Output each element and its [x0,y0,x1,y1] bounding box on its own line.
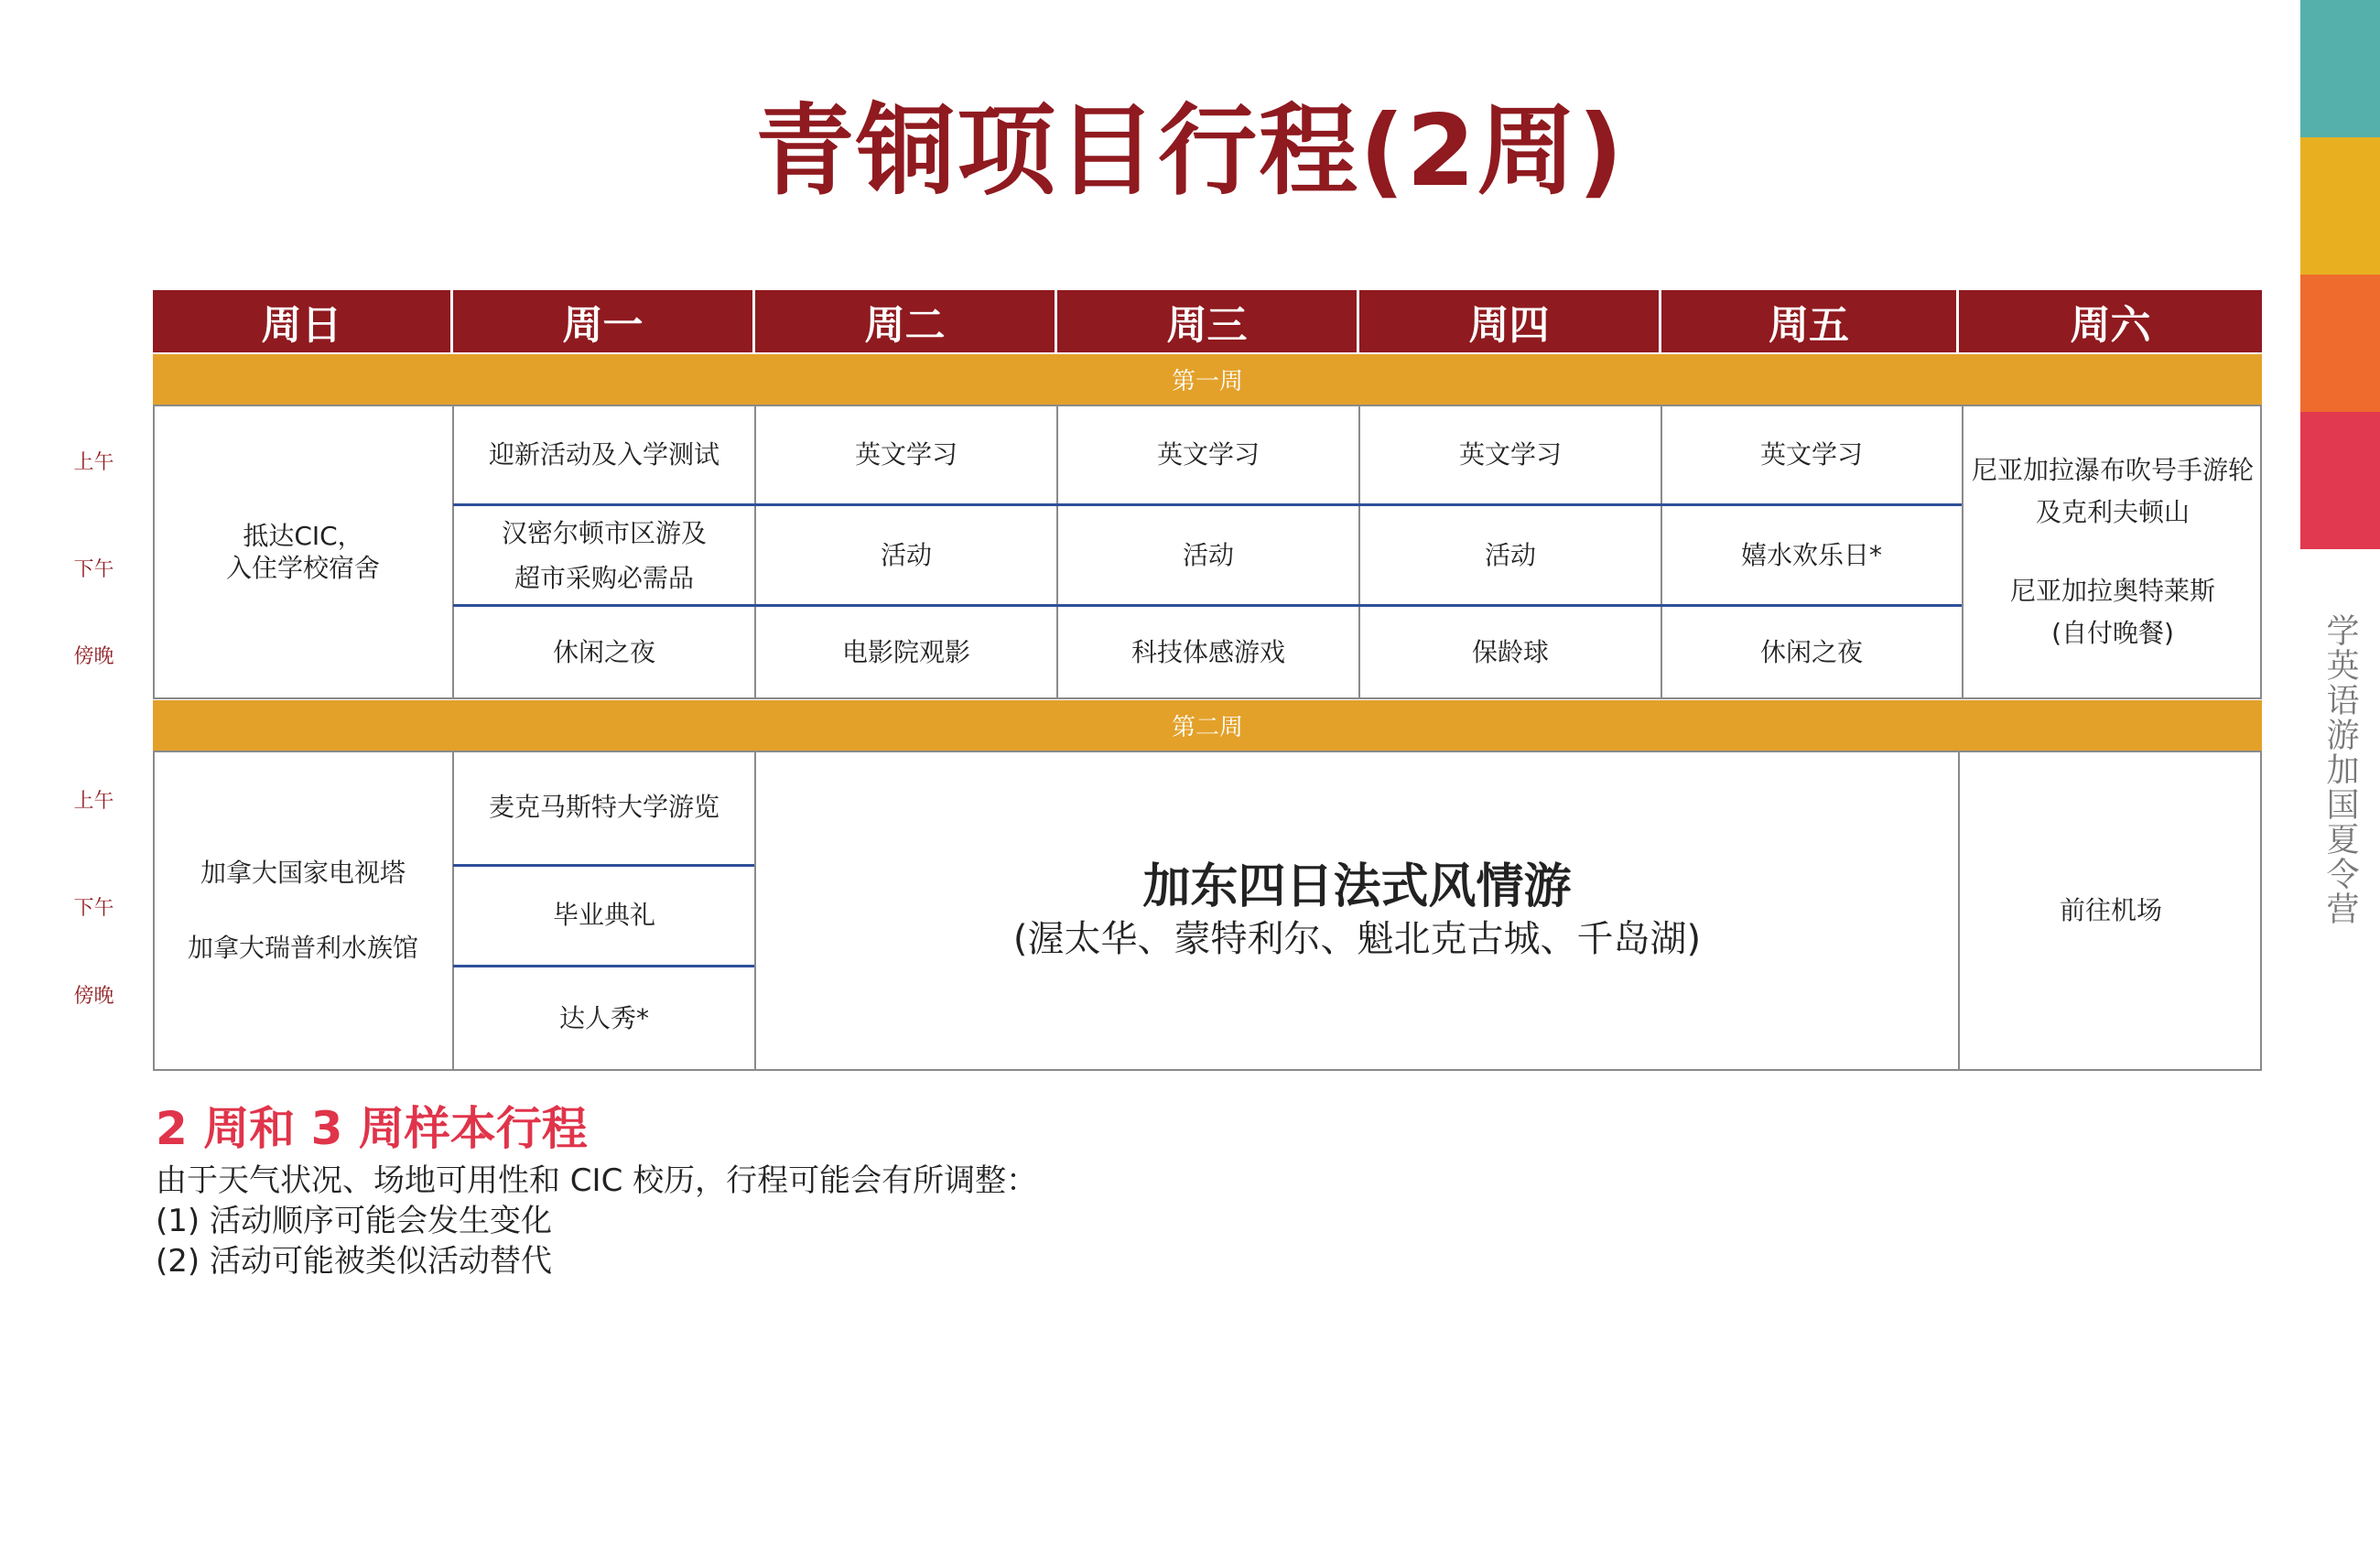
w1-monday-am: 迎新活动及入学测试 [488,438,719,470]
w2-sunday-line2: 加拿大瑞普利水族馆 [187,933,418,963]
side-tab-orange [2300,275,2380,412]
w1-thursday-pm: 活动 [1484,539,1536,570]
w1-saturday-line3: 尼亚加拉奥特莱斯 [2009,576,2215,606]
w1-thursday-eve: 保龄球 [1471,637,1549,668]
w2-sunday-cell [153,751,453,1071]
w2-monday-pm: 毕业典礼 [552,900,655,931]
w1-sunday-line1: 抵达CIC， [243,521,363,551]
note-line: 由于天气状况、场地可用性和 CIC 校历，行程可能会有所调整： [156,1162,1038,1199]
w2-sunday-line1: 加拿大国家电视塔 [200,858,406,889]
w1-sunday-line2: 入住学校宿舍 [225,553,380,583]
slot-afternoon: 下午 [73,897,114,920]
slot-morning: 上午 [73,790,114,813]
slot-evening: 傍晚 [73,985,114,1008]
w1-monday-eve: 休闲之夜 [552,637,655,668]
header-friday: 周五 [1661,290,1959,352]
notes [156,1161,1037,1282]
slot-morning: 上午 [73,451,114,474]
w1-wednesday-eve: 科技体感游戏 [1130,637,1285,668]
w1-friday-pm: 嬉水欢乐日* [1740,539,1882,570]
w1-tuesday-eve: 电影院观影 [841,637,970,668]
w2-tour-cell [756,751,1958,1071]
side-tab-red [2300,412,2380,549]
w1-wednesday-am: 英文学习 [1156,438,1260,470]
tour-subtitle: (渥太华、蒙特利尔、魁北克古城、千岛湖) [1012,918,1702,961]
side-label: 学英语游加国夏令营 [2321,613,2359,926]
side-tab-yellow [2300,137,2380,275]
slot-evening: 傍晚 [73,645,114,668]
w1-saturday-line4: (自付晚餐) [2051,618,2174,649]
w1-friday-am: 英文学习 [1759,438,1863,470]
w2-monday-am: 麦克马斯特大学游览 [488,791,719,822]
w1-saturday-line1: 尼亚加拉瀑布吹号手游轮 [1971,454,2254,485]
w1-saturday-line2: 及克利夫顿山 [2035,496,2190,527]
header-monday: 周一 [453,290,755,352]
week-one-bar: 第一周 [153,354,2262,405]
sample-itinerary-title: 2 周和 3 周样本行程 [156,1102,588,1155]
header-tuesday: 周二 [755,290,1057,352]
w1-tuesday-am: 英文学习 [854,438,957,470]
header-sunday: 周日 [153,290,453,352]
w2-saturday-cell: 前往机场 [2059,894,2162,925]
w1-friday-eve: 休闲之夜 [1759,637,1863,668]
w1-monday-pm-line1: 汉密尔顿市区游及 [501,518,707,548]
w1-monday-pm-line2: 超市采购必需品 [514,563,694,593]
w1-monday-pm [453,506,755,605]
w1-wednesday-pm: 活动 [1182,539,1234,570]
slot-afternoon: 下午 [73,558,114,581]
header-wednesday: 周三 [1057,290,1359,352]
w1-saturday-cell [1964,405,2262,699]
header-saturday: 周六 [1959,290,2262,352]
page-title: 青铜项目行程(2周) [755,94,1625,209]
side-tab-teal [2300,0,2380,137]
week-two-bar: 第二周 [153,700,2262,751]
header-thursday: 周四 [1359,290,1661,352]
w2-monday-eve: 达人秀* [558,1003,649,1034]
w1-thursday-am: 英文学习 [1458,438,1562,470]
w1-sunday-cell [153,405,453,699]
w1-tuesday-pm: 活动 [880,539,932,570]
note-line: (1) 活动顺序可能会发生变化 [156,1203,552,1240]
note-line: (2) 活动可能被类似活动替代 [156,1243,552,1280]
tour-title: 加东四日法式风情游 [1142,859,1572,914]
